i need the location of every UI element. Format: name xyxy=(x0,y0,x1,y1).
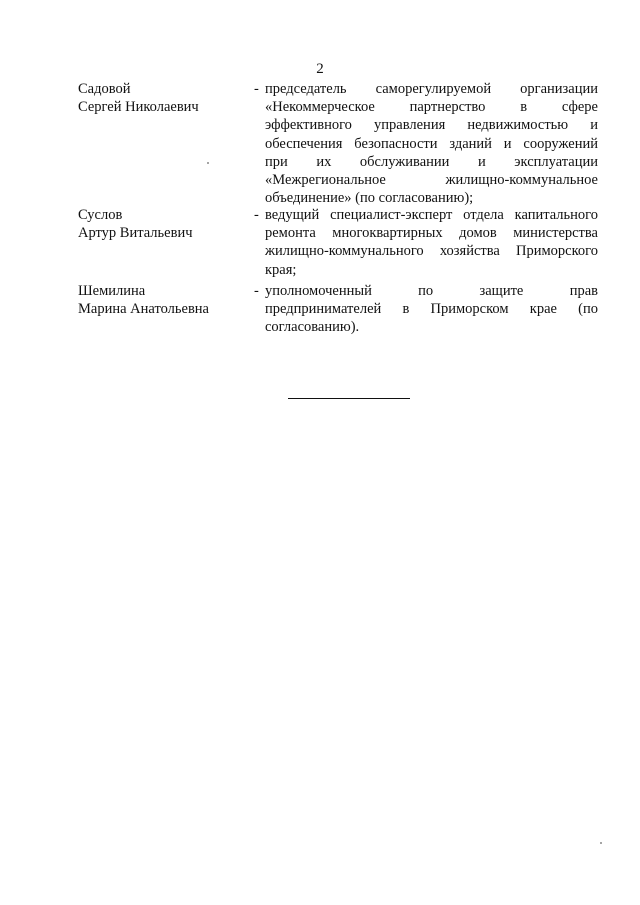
position-line: согласованию). xyxy=(265,319,360,336)
member-position xyxy=(265,206,598,279)
position-line: «Некоммерческое партнерство в сфере xyxy=(265,99,598,116)
position-line: уполномоченный по защите прав xyxy=(265,283,598,299)
entry-dash: - xyxy=(254,81,259,97)
member-name xyxy=(78,206,248,242)
position-line: председатель саморегулируемой организации xyxy=(265,81,598,97)
position-line: жилищно-коммунального хозяйства Приморского xyxy=(265,243,598,260)
position-line: «Межрегиональное жилищно-коммунальное xyxy=(265,172,598,189)
member-given-names: Марина Анатольевна xyxy=(78,301,209,318)
member-name xyxy=(78,282,248,318)
position-line: объединение» (по согласованию); xyxy=(265,190,474,207)
entry-dash: - xyxy=(254,207,259,223)
entry-dash: - xyxy=(254,283,259,299)
position-line: предпринимателей в Приморском крае (по xyxy=(265,301,598,318)
scan-speck xyxy=(207,162,209,164)
member-position xyxy=(265,80,598,207)
position-line: обеспечения безопасности зданий и сооружений xyxy=(265,135,598,152)
member-position xyxy=(265,282,598,337)
member-surname: Садовой xyxy=(78,81,131,97)
page-number: 2 xyxy=(316,61,324,77)
position-line: ведущий специалист-эксперт отдела капитального xyxy=(265,207,598,223)
member-given-names: Сергей Николаевич xyxy=(78,99,199,116)
member-surname: Шемилина xyxy=(78,283,146,299)
scan-speck xyxy=(600,842,602,844)
member-surname: Суслов xyxy=(78,207,123,223)
position-line: ремонта многоквартирных домов министерства xyxy=(265,225,598,242)
member-given-names: Артур Витальевич xyxy=(78,225,193,242)
member-name xyxy=(78,80,248,116)
position-line: эффективного управления недвижимостью и xyxy=(265,117,598,134)
position-line: края; xyxy=(265,261,297,278)
closing-divider xyxy=(288,398,410,399)
position-line: при их обслуживании и эксплуатации xyxy=(265,153,598,170)
